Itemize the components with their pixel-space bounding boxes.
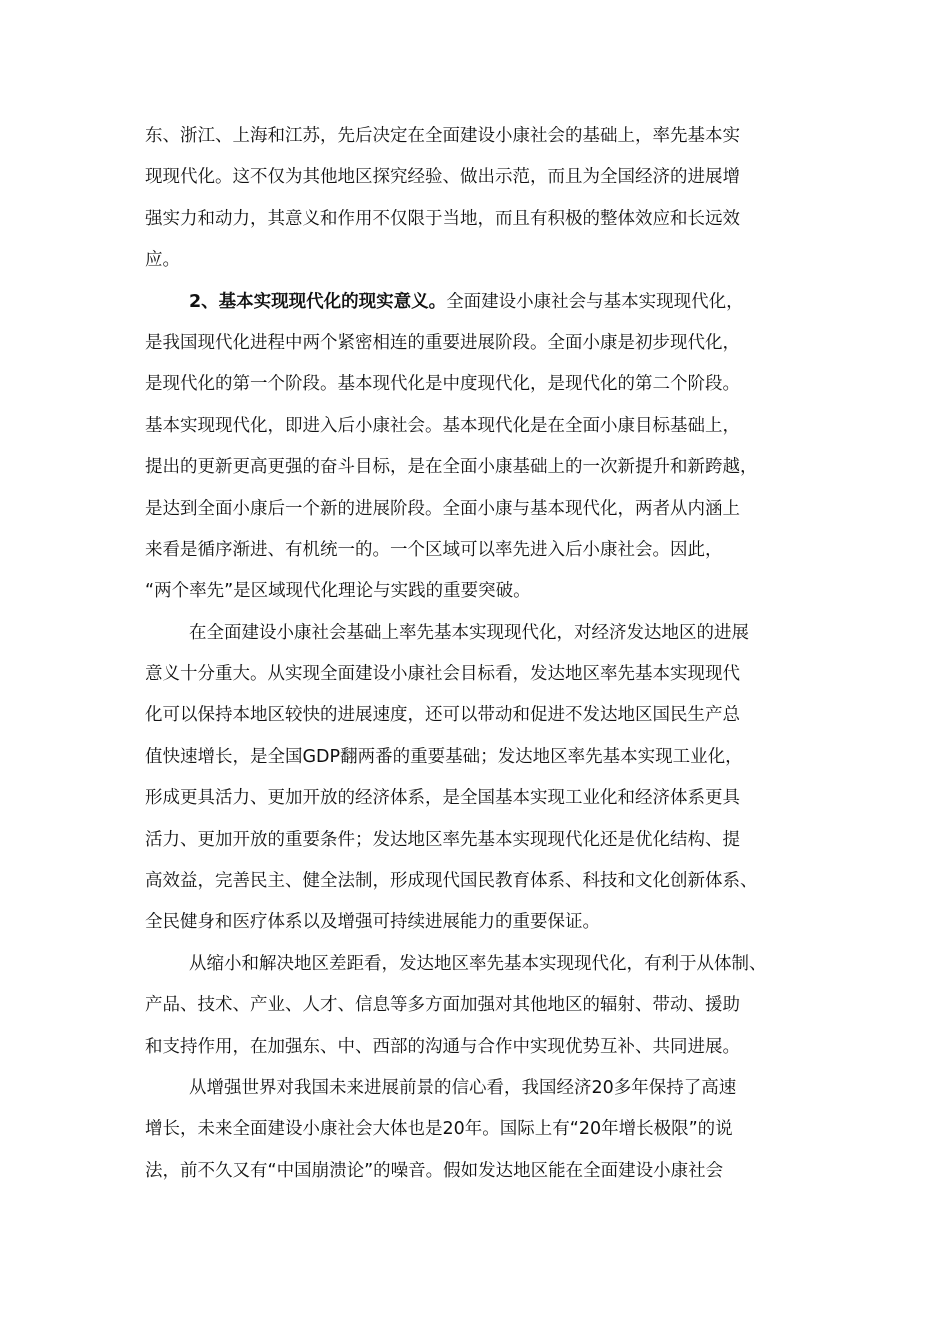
text-line: 高效益，完善民主、健全法制，形成现代国民教育体系、科技和文化创新体系、 (145, 871, 758, 892)
text-line: 在全面建设小康社会基础上率先基本实现现代化，对经济发达地区的进展 (189, 622, 749, 643)
text-line: 和支持作用，在加强东、中、西部的沟通与合作中实现优势互补、共同进展。 (145, 1036, 740, 1057)
text-line: 应。 (145, 250, 180, 271)
text-line: 从增强世界对我国未来进展前景的信心看，我国经济20多年保持了高速 (189, 1077, 737, 1098)
text-line: 形成更具活力、更加开放的经济体系，是全国基本实现工业化和经济体系更具 (145, 788, 740, 809)
text-line: 意义十分重大。从实现全面建设小康社会目标看，发达地区率先基本实现现代 (145, 664, 740, 685)
text-line: 强实力和动力，其意义和作用不仅限于当地，而且有积极的整体效应和长远效 (145, 208, 740, 229)
text-line: 现现代化。这不仅为其他地区探究经验、做出示范，而且为全国经济的进展增 (145, 167, 740, 188)
text-line: 提出的更新更高更强的奋斗目标，是在全面小康基础上的一次新提升和新跨越， (145, 457, 758, 478)
text-line: 是达到全面小康后一个新的进展阶段。全面小康与基本现代化，两者从内涵上 (145, 498, 740, 519)
text-line: 产品、技术、产业、人才、信息等多方面加强对其他地区的辐射、带动、援助 (145, 995, 740, 1016)
section-heading: 2、基本实现现代化的现实意义。 (189, 291, 447, 312)
text-line: “两个率先”是区域现代化理论与实践的重要突破。 (145, 581, 531, 602)
text-line: 来看是循序渐进、有机统一的。一个区域可以率先进入后小康社会。因此， (145, 539, 723, 560)
document-body (145, 116, 825, 1192)
text-line: 东、浙江、上海和江苏，先后决定在全面建设小康社会的基础上，率先基本实 (145, 126, 740, 146)
text-line: 是现代化的第一个阶段。基本现代化是中度现代化，是现代化的第二个阶段。 (145, 374, 740, 395)
text-line: 增长，未来全面建设小康社会大体也是20年。国际上有“20年增长极限”的说 (145, 1119, 733, 1140)
text-line: 活力、更加开放的重要条件；发达地区率先基本实现现代化还是优化结构、提 (145, 829, 740, 850)
text-line: 基本实现现代化，即进入后小康社会。基本现代化是在全面小康目标基础上， (145, 415, 740, 436)
text-line: 全民健身和医疗体系以及增强可持续进展能力的重要保证。 (145, 912, 600, 933)
text-line: 值快速增长，是全国GDP翻两番的重要基础；发达地区率先基本实现工业化， (145, 746, 743, 767)
text-line: 从缩小和解决地区差距看，发达地区率先基本实现现代化，有利于从体制、 (189, 953, 767, 974)
text-line: 法，前不久又有“中国崩溃论”的噪音。假如发达地区能在全面建设小康社会 (145, 1160, 724, 1181)
text-line: 2、基本实现现代化的现实意义。全面建设小康社会与基本实现现代化， (189, 291, 744, 312)
text-line: 化可以保持本地区较快的进展速度，还可以带动和促进不发达地区国民生产总 (145, 705, 740, 726)
text-line: 是我国现代化进程中两个紧密相连的重要进展阶段。全面小康是初步现代化， (145, 332, 740, 353)
